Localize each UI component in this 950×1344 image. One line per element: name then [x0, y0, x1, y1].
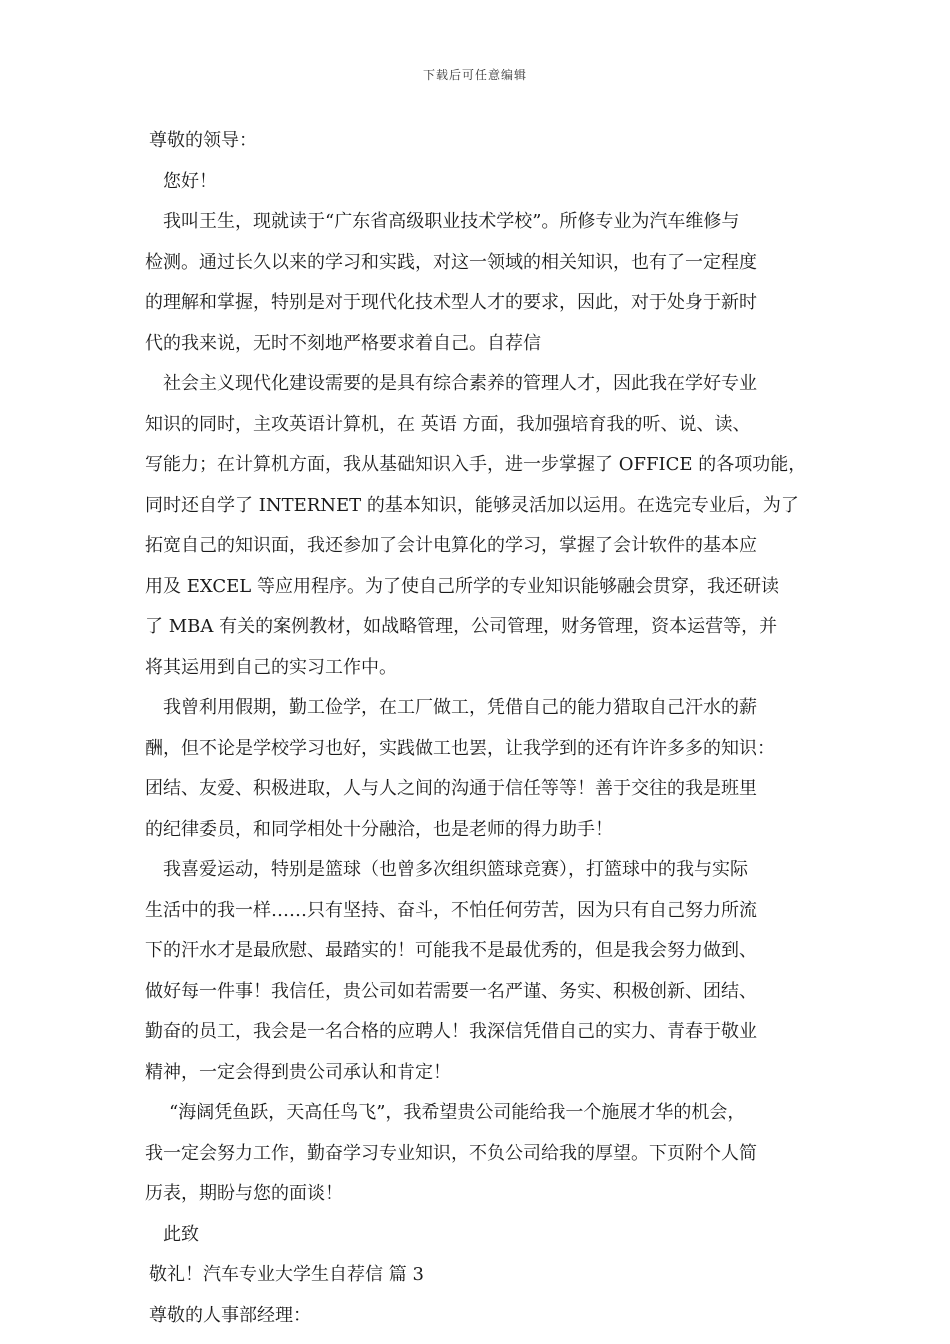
paragraph-4-line: 生活中的我一样……只有坚持、奋斗，不怕任何劳苦，因为只有自己努力所流 — [145, 899, 757, 921]
paragraph-5-line: 我一定会努力工作，勤奋学习专业知识，不负公司给我的厚望。下页附个人简 — [145, 1142, 757, 1164]
paragraph-1-line: 我叫王生，现就读于“广东省高级职业技术学校”。所修专业为汽车维修与 — [163, 211, 740, 232]
paragraph-2-line: 拓宽自己的知识面，我还参加了会计电算化的学习，掌握了会计软件的基本应 — [145, 535, 757, 556]
next-salutation: 尊敬的人事部经理： — [149, 1304, 311, 1326]
paragraph-4-line: 我喜爱运动，特别是篮球（也曾多次组织篮球竞赛），打篮球中的我与实际 — [163, 859, 748, 880]
paragraph-3-line: 团结、友爱、积极进取，人与人之间的沟通于信任等等！善于交往的我是班里 — [145, 778, 757, 799]
paragraph-3-line: 的纪律委员，和同学相处十分融洽，也是老师的得力助手！ — [145, 818, 613, 840]
paragraph-3-line: 我曾利用假期，勤工俭学，在工厂做工，凭借自己的能力猎取自己汗水的薪 — [163, 697, 757, 718]
paragraph-2-line: 了 MBA 有关的案例教材，如战略管理，公司管理，财务管理，资本运营等，并 — [145, 616, 778, 637]
paragraph-2-line: 同时还自学了 INTERNET 的基本知识，能够灵活加以运用。在选完专业后，为了 — [145, 494, 799, 516]
salutation: 尊敬的领导： — [149, 130, 257, 151]
paragraph-5-line: “海阔凭鱼跃，天高任鸟飞”，我希望贵公司能给我一个施展才华的机会， — [169, 1102, 746, 1123]
page-header: 下载后可任意编辑 — [422, 68, 527, 82]
paragraph-4-line: 勤奋的员工，我会是一名合格的应聘人！我深信凭借自己的实力、青春于敬业 — [145, 1021, 757, 1042]
paragraph-5-line: 历表，期盼与您的面谈！ — [145, 1183, 343, 1204]
closing-line: 此致 — [163, 1223, 199, 1245]
paragraph-4-line: 做好每一件事！我信任，贵公司如若需要一名严谨、务实、积极创新、团结、 — [145, 980, 757, 1002]
paragraph-2-line: 将其运用到自己的实习工作中。 — [145, 656, 397, 678]
greeting: 您好！ — [163, 170, 217, 192]
paragraph-2-line: 用及 EXCEL 等应用程序。为了使自己所学的专业知识能够融会贯穿，我还研读 — [145, 575, 779, 597]
paragraph-1-line: 的理解和掌握，特别是对于现代化技术型人才的要求，因此，对于处身于新时 — [145, 292, 757, 313]
paragraph-4-line: 精神，一定会得到贵公司承认和肯定！ — [145, 1061, 451, 1083]
paragraph-2-line: 知识的同时，主攻英语计算机，在 英语 方面，我加强培育我的听、说、读、 — [145, 413, 751, 435]
closing-and-next-title: 敬礼！汽车专业大学生自荐信 篇 3 — [149, 1264, 424, 1285]
letter-body — [145, 121, 821, 1336]
paragraph-2-line: 社会主义现代化建设需要的是具有综合素养的管理人才，因此我在学好专业 — [163, 373, 757, 394]
paragraph-4-line: 下的汗水才是最欣慰、最踏实的！可能我不是最优秀的，但是我会努力做到、 — [145, 940, 757, 961]
paragraph-2-line: 写能力；在计算机方面，我从基础知识入手，进一步掌握了 OFFICE 的各项功能， — [145, 454, 807, 475]
paragraph-1-line: 代的我来说，无时不刻地严格要求着自己。自荐信 — [145, 332, 541, 354]
paragraph-1-line: 检测。通过长久以来的学习和实践，对这一领域的相关知识，也有了一定程度 — [145, 251, 757, 273]
paragraph-3-line: 酬，但不论是学校学习也好，实践做工也罢，让我学到的还有许许多多的知识： — [145, 737, 775, 759]
